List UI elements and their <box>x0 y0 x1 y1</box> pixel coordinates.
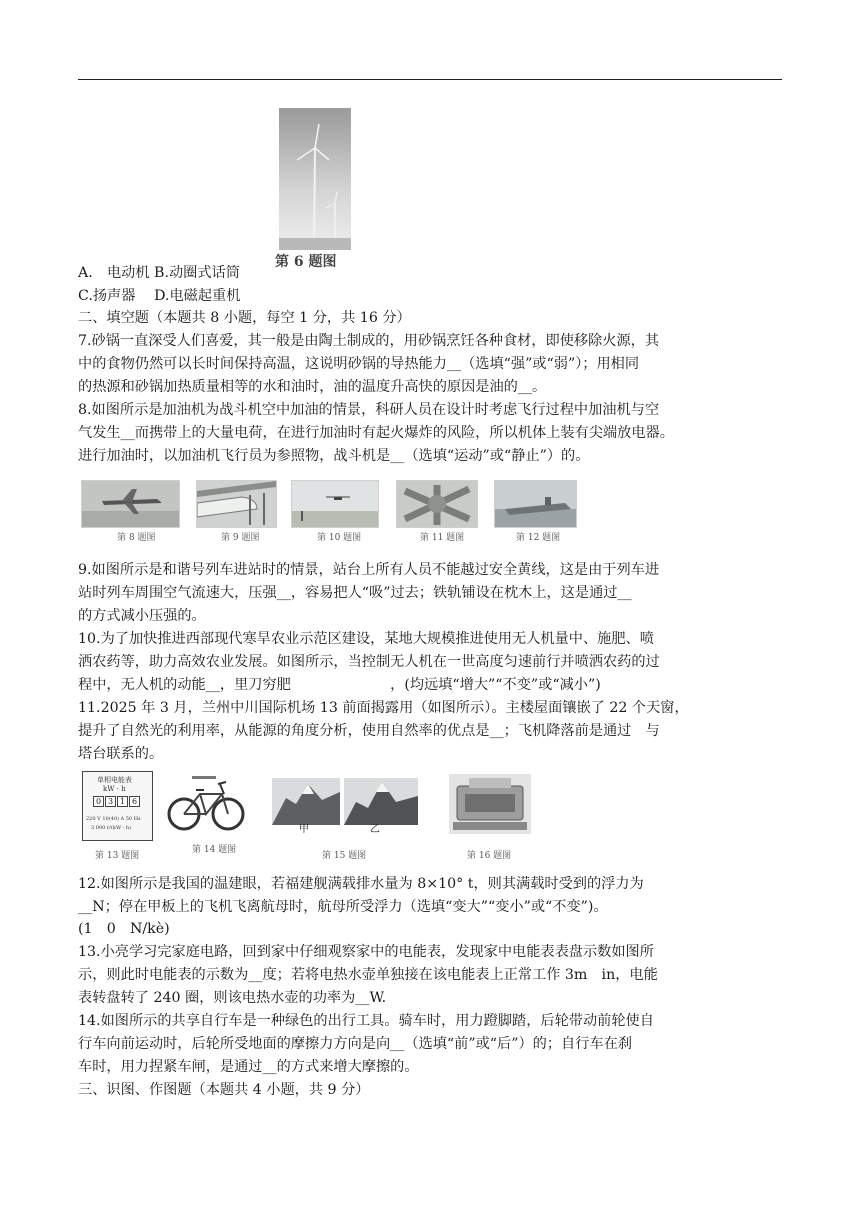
figure-15-caption: 第 15 题图 <box>322 851 367 861</box>
q10-line-3: 程中，无人机的动能__，里刀穷肥 ，(均远填“增大”“不变”或“减小”) <box>78 677 601 693</box>
q11-line-3: 塔台联系的。 <box>78 746 164 762</box>
section-2-title: 二、填空题（本题共 8 小题，每空 1 分，共 16 分） <box>78 310 411 326</box>
q10-line-2: 洒农药等，助力高效农业发展。如图所示，当控制无人机在一世高度匀速前行并喷洒农药的过 <box>78 654 660 670</box>
q9-line-1: 9.如图所示是和谐号列车进站时的情景，站台上所有人员不能越过安全黄线，这是由于列车进 <box>78 562 660 578</box>
figure-9-caption: 第 9 题图 <box>221 533 260 543</box>
figure-16-caption: 第 16 题图 <box>467 851 512 861</box>
q13-line-2: 示，则此时电能表的示数为__度；若将电热水壶单独接在该电能表上正常工作 3m in，电能 <box>78 967 658 983</box>
figure-8-caption: 第 8 题图 <box>117 533 156 543</box>
q12-line-2: __N；停在甲板上的飞机飞离航母时，航母所受浮力（选填“变大”“变小”或“不变”)。 <box>78 899 608 915</box>
section-3-title: 三、识图、作图题（本题共 4 小题，共 9 分） <box>78 1082 370 1098</box>
q8-line-1: 8.如图所示是加油机为战斗机空中加油的情景，科研人员在设计时考虑飞行过程中加油机与空 <box>78 402 660 418</box>
figure-15-mountains <box>272 778 418 825</box>
figure-12-caption: 第 12 题图 <box>516 533 561 543</box>
figure-11-caption: 第 11 题图 <box>420 533 465 543</box>
figure-11-airport <box>396 480 478 528</box>
q13-line-3: 表转盘转了 240 圈，则该电热水壶的功率为__W. <box>78 990 387 1006</box>
meter-title: 单相电能表 <box>97 776 132 784</box>
q12-line-1: 12.如图所示是我国的温建眼，若福建舰满载排水量为 8×10° t，则其满载时受到的浮力为 <box>78 876 644 892</box>
q8-line-3: 进行加油时，以加油机飞行员为参照物，战斗机是__（选填“运动”或“静止”）的。 <box>78 448 590 464</box>
q6-options-line-2: C.扬声器 D.电磁起重机 <box>78 288 241 304</box>
q9-line-2: 站时列车周围空气流速大，压强__，容易把人“吸”过去；铁轨铺设在枕木上，这是通过__ <box>78 585 632 601</box>
figure-14-caption: 第 14 题图 <box>192 845 237 855</box>
meter-digit: 0 <box>93 796 104 807</box>
q14-line-2: 行车向前运动时，后轮所受地面的摩擦力方向是向__（选填“前”或“后”）的；自行车在刹 <box>78 1036 632 1052</box>
q12-line-3: (1 0 N/kè) <box>78 921 170 937</box>
figure-6-wind-turbines <box>279 108 351 250</box>
figure-10-drone <box>291 480 379 528</box>
q7-line-2: 中的食物仍然可以长时间保持高温，这说明砂锅的导热能力__（选填“强”或“弱”）；用相同 <box>78 356 640 372</box>
q8-line-2: 气发生__而携带上的大量电荷，在进行加油时有起火爆炸的风险，所以机体上装有尖端放电器。 <box>78 425 674 441</box>
figure-9-train <box>196 480 277 528</box>
q14-line-3: 车时，用力捏紧车闸，是通过__的方式来增大摩擦的。 <box>78 1059 419 1075</box>
q6-options-line-1: A. 电动机 B.动圈式话筒 <box>78 265 240 281</box>
q10-line-1: 10.为了加快推进西部现代寒旱农业示范区建设，某地大规模推进使用无人机量中、施肥、喷 <box>78 631 654 647</box>
q11-line-2: 提升了自然光的利用率，从能源的角度分析，使用自然率的优点是__；飞机降落前是通过 与 <box>78 723 660 739</box>
q13-line-1: 13.小亮学习完家庭电路，回到家中仔细观察家中的电能表，发现家中电能表表盘示数如图所 <box>78 944 654 960</box>
figure-6-caption: 第 6 题图 <box>275 254 337 270</box>
q7-line-1: 7.砂锅一直深受人们喜爱，其一般是由陶土制成的，用砂锅烹饪各种食材，即使移除火源，其 <box>78 333 660 349</box>
meter-digits <box>93 796 140 807</box>
meter-rating: 220 V 10(40) A 50 Hz <box>86 816 141 822</box>
meter-constant: 3 000 r/(kW · h) <box>91 825 132 831</box>
meter-digit: 3 <box>105 796 116 807</box>
figure-13-caption: 第 13 题图 <box>95 851 140 861</box>
figure-12-carrier <box>494 480 577 528</box>
figure-8-aircraft <box>81 480 180 528</box>
q9-line-3: 的方式减小压强的。 <box>78 608 206 624</box>
figure-10-caption: 第 10 题图 <box>317 533 362 543</box>
figure-13-electric-meter <box>82 771 153 841</box>
q14-line-1: 14.如图所示的共享自行车是一种绿色的出行工具。骑车时，用力蹬脚踏，后轮带动前轮使自 <box>78 1013 654 1029</box>
q11-line-1: 11.2025 年 3 月，兰州中川国际机场 13 前面揭露用（如图所示）。主楼屋面镶嵌了 22 个天窗， <box>78 700 689 716</box>
figure-15-label-yi: 乙 <box>370 824 380 835</box>
meter-digit: 1 <box>117 796 128 807</box>
meter-digit: 6 <box>129 796 140 807</box>
figure-14-bicycle <box>166 770 246 836</box>
meter-unit: kW · h <box>103 785 126 793</box>
header-rule <box>78 79 782 80</box>
figure-15-label-jia: 甲 <box>299 824 309 835</box>
q7-line-3: 的热源和砂锅加热质量相等的水和油时，油的温度升高快的原因是油的__。 <box>78 379 547 395</box>
figure-16-induction-cooker <box>449 774 531 834</box>
